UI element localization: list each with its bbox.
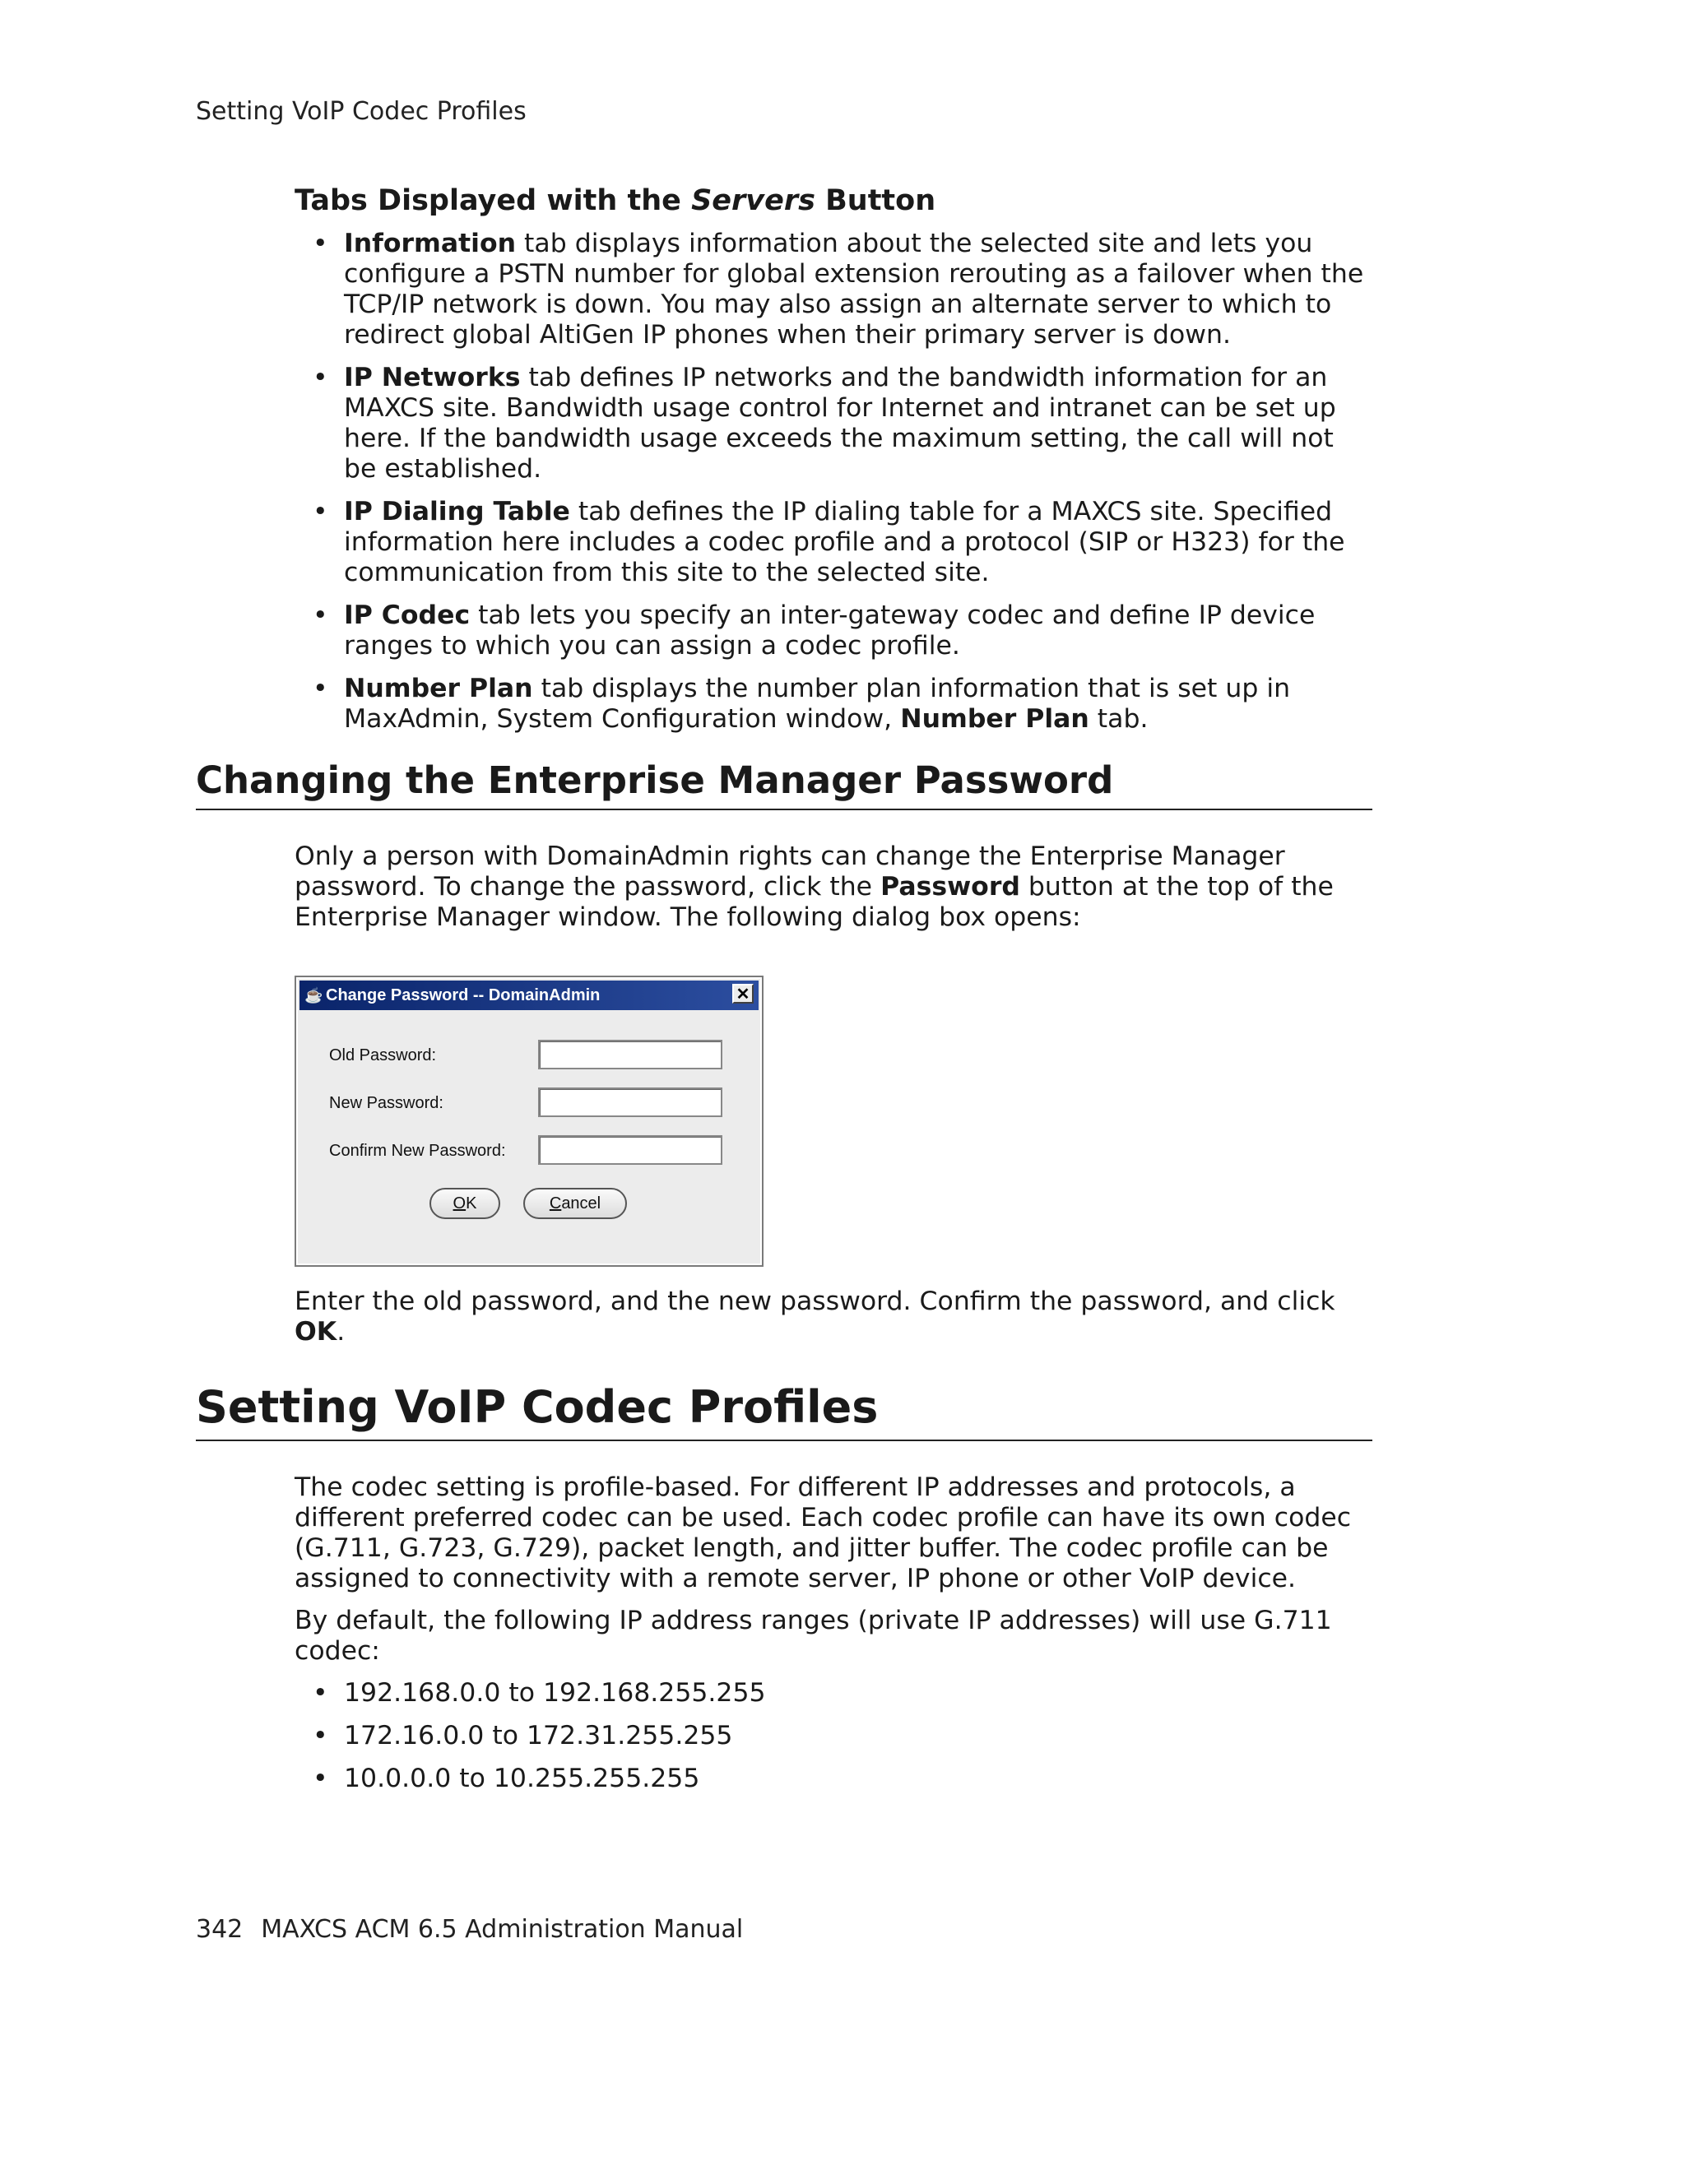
page-number: 342	[196, 1915, 244, 1944]
old-password-label: Old Password:	[329, 1046, 437, 1064]
list-item: • Information tab displays information about the selected site and lets you configure a PSTN number for global extension rerouting as a failover when the TCP/IP network is down. You may also assign an alternate server to which to redirect global AltiGen IP phones when their primary server is down.	[313, 229, 1364, 350]
ip-range-list	[295, 1678, 1372, 1794]
running-header: Setting VoIP Codec Profiles	[196, 97, 527, 126]
password-section	[295, 842, 1372, 1347]
change-password-dialog	[295, 976, 764, 1267]
new-password-input[interactable]	[538, 1087, 722, 1117]
confirm-password-label: Confirm New Password:	[329, 1142, 506, 1160]
close-button[interactable]	[732, 984, 754, 1004]
list-item: • IP Dialing Table tab defines the IP dialing table for a MAXCS site. Specified information here includes a codec profile and a protocol (SIP or H323) for the communication from this site to the selected site.	[313, 497, 1345, 587]
list-item: • 172.16.0.0 to 172.31.255.255	[313, 1721, 733, 1750]
list-item: • IP Networks tab defines IP networks and the bandwidth information for an MAXCS site. Bandwidth usage control for Internet and intranet can be set up here. If the bandwidth usage exceeds the maximum setting, the call will not be established.	[313, 363, 1336, 484]
tabs-section	[295, 184, 1372, 735]
tabs-subheading: Tabs Displayed with the Servers Button	[295, 184, 936, 217]
list-item: • 192.168.0.0 to 192.168.255.255	[313, 1678, 766, 1708]
list-item: • Number Plan tab displays the number plan information that is set up in MaxAdmin, System Configuration window, Number Plan tab.	[313, 674, 1291, 734]
page-footer	[196, 1915, 743, 1944]
manual-title: MAXCS ACM 6.5 Administration Manual	[261, 1915, 744, 1944]
password-intro: Only a person with DomainAdmin rights can change the Enterprise Manager password. To change the password, click the Password button at the top of the Enterprise Manager window. The following dialog box opens:	[295, 842, 1334, 932]
dialog-title: Change Password -- DomainAdmin	[326, 985, 601, 1004]
codec-section	[295, 1472, 1372, 1794]
list-item: • IP Codec tab lets you specify an inter-gateway codec and define IP device ranges to which you can assign a codec profile.	[313, 600, 1316, 661]
password-section-title: Changing the Enterprise Manager Password	[196, 758, 1372, 810]
codec-paragraph-2: By default, the following IP address ranges (private IP addresses) will use G.711 codec:	[295, 1606, 1332, 1666]
close-icon: ✕	[736, 985, 750, 1004]
page-content	[196, 184, 1372, 1806]
dialog-titlebar	[299, 981, 759, 1010]
ok-button[interactable]: OK	[429, 1188, 500, 1219]
new-password-label: New Password:	[329, 1094, 443, 1112]
codec-section-title: Setting VoIP Codec Profiles	[196, 1380, 1372, 1441]
codec-paragraph-1: The codec setting is profile-based. For different IP addresses and protocols, a different preferred codec can be used. Each codec profile can have its own codec (G.711, G.723, G.729), packet length, and jitter buffer. The codec profile can be assigned to connectivity with a remote server, IP phone or other VoIP device.	[295, 1472, 1352, 1593]
list-item: • 10.0.0.0 to 10.255.255.255	[313, 1764, 700, 1793]
tabs-list	[295, 229, 1372, 735]
confirm-password-input[interactable]	[538, 1135, 722, 1165]
old-password-input[interactable]	[538, 1040, 722, 1069]
password-instructions: Enter the old password, and the new password. Confirm the password, and click OK.	[295, 1287, 1335, 1347]
cancel-button[interactable]: Cancel	[523, 1188, 627, 1219]
java-app-icon: ☕	[304, 987, 323, 1004]
